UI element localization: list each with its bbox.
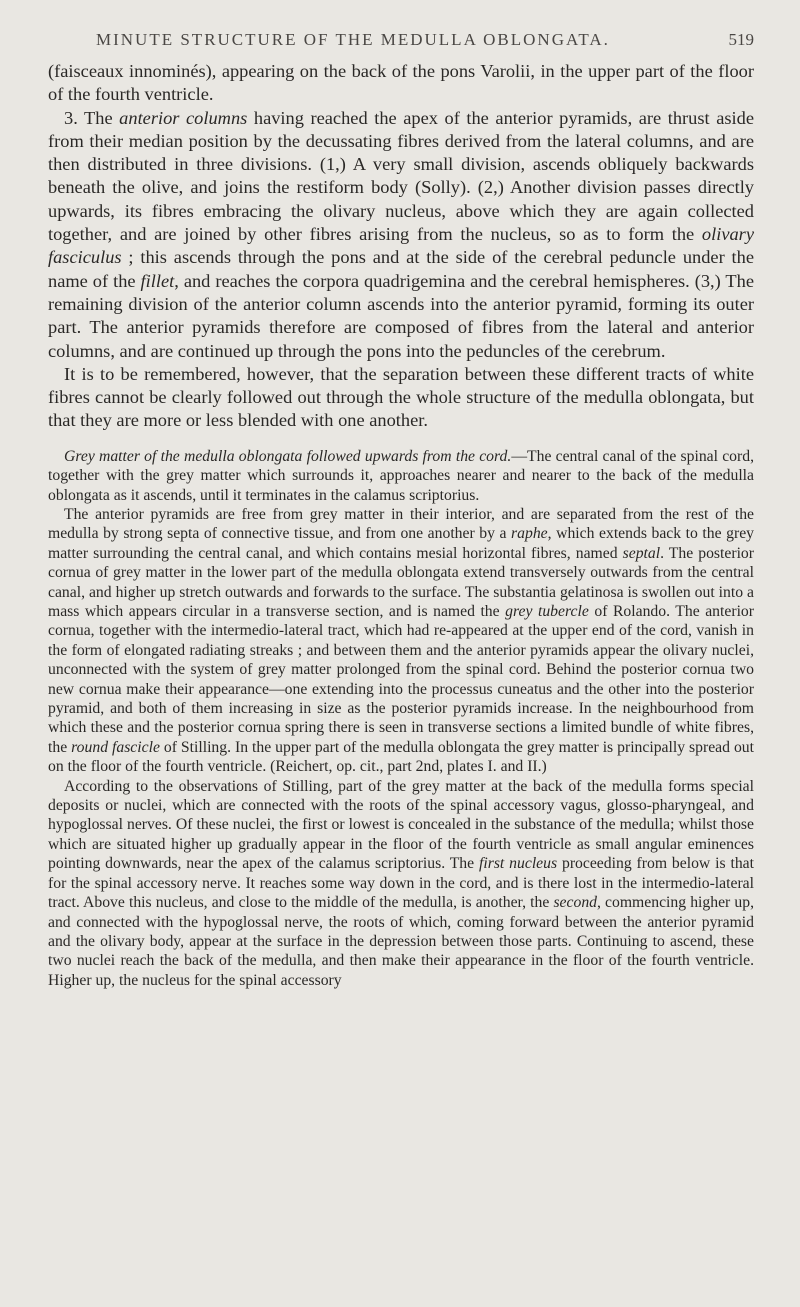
- small-type-section: [48, 447, 754, 990]
- term-anterior-columns: anterior columns: [119, 107, 248, 128]
- paragraph-anterior-columns: 3. The anterior columns having reached the apex of the anterior pyramids, are thrust aside from their median position by the decussating fibres derived from the lateral columns, and are then distributed in three divisions. (1,) A very small division, ascends obliquely backwards beneath the olive, and joins the restiform body (Solly). (2,) Another division passes directly upwards, its fibres embracing the olivary nucleus, above which they are again collected together, and are joined by other fibres arising from the nucleus, so as to form the olivary fasciculus ; this ascends through the pons and at the side of the cerebral peduncle under the name of the fillet, and reaches the corpora quadrigemina and the cerebral hemispheres. (3,) The remaining division of the anterior column ascends into the anterior pyramid, forming its outer part. The anterior pyramids therefore are composed of fibres from the lateral and anterior columns, and are continued up through the pons into the peduncles of the cerebrum.: [48, 107, 754, 361]
- term-first-nucleus: first nucleus: [479, 855, 558, 873]
- term-grey-tubercle: grey tubercle: [505, 603, 589, 620]
- paragraph-remembered: It is to be remembered, however, that the separation between these different tracts of white fibres cannot be clearly followed out through the whole structure of the medulla oblongata, but that they are more or less blended with one another.: [48, 363, 754, 431]
- term-round-fascicle: round fascicle: [71, 738, 160, 756]
- term-septal: septal: [622, 544, 661, 562]
- term-second: second: [553, 894, 598, 912]
- running-head-title: MINUTE STRUCTURE OF THE MEDULLA OBLONGATA.: [96, 30, 610, 49]
- section-heading-grey-matter: Grey matter of the medulla oblongata followed upwards from the cord.: [64, 447, 512, 465]
- paragraph-stilling: According to the observations of Stilling, part of the grey matter at the back of the medulla forms special deposits or nuclei, which are connected with the roots of the spinal accessory vagus, glosso-pharyngeal, and hypoglossal nerves. Of these nuclei, the first or lowest is concealed in the substance of the medulla; whilst those which are situated higher up gradually appear in the floor of the fourth ventricle as small angular eminences pointing downwards, near the apex of the calamus scriptorius. The first nucleus proceeding from below is that for the spinal accessory nerve. It reaches some way down in the cord, and is there lost in the intermedio-lateral tract. Above this nucleus, and close to the middle of the medulla, is another, the second, commencing higher up, and connected with the hypoglossal nerve, the roots of which, coming forward between the anterior pyramid and the olivary body, appear at the surface in the depression between those parts. Continuing to ascend, these two nuclei reach the back of the medulla, and then make their appearance in the floor of the fourth ventricle. Higher up, the nucleus for the spinal accessory: [48, 777, 754, 989]
- paragraph-anterior-pyramids: The anterior pyramids are free from grey matter in their interior, and are separated from the rest of the medulla by strong septa of connective tissue, and from one another by a raphe, which extends back to the grey matter surrounding the central canal, and which contains mesial horizontal fibres, named septal. The posterior cornua of grey matter in the lower part of the medulla oblongata extend transversely outwards from the central canal, and higher up stretch outwards and forwards to the surface. The substantia gelatinosa is swollen out into a mass which appears circular in a transverse section, and is named the grey tubercle of Rolando. The anterior cornua, together with the intermedio-lateral tract, which had re-appeared at the upper end of the cord, vanish in the form of elongated radiating streaks ; and between them and the anterior pyramids appear the olivary nuclei, unconnected with the system of grey matter prolonged from the spinal cord. Behind the posterior cornua two new cornua make their appearance—one extending into the processus cuneatus and the other into the posterior pyramid, and both of them increasing in size as the posterior pyramids increase. In the neighbourhood from which these and the posterior cornua spring there is seen in transverse sections a limited bundle of white fibres, the round fascicle of Stilling. In the upper part of the medulla oblongata the grey matter is principally spread out on the floor of the fourth ventricle. (Reichert, op. cit., part 2nd, plates I. and II.): [48, 505, 755, 776]
- page-number: 519: [728, 30, 754, 49]
- term-fillet: fillet: [140, 270, 175, 291]
- paragraph-continued: (faisceaux innominés), appearing on the back of the pons Varolii, in the upper part of the floor of the fourth ventricle.: [48, 61, 754, 105]
- term-olivary-fasciculus: olivary fasciculus: [48, 224, 754, 268]
- running-head: [48, 30, 754, 50]
- term-raphe: raphe: [511, 525, 548, 543]
- large-type-section: [48, 60, 754, 433]
- paragraph-grey-matter: Grey matter of the medulla oblongata followed upwards from the cord.—The central canal of the spinal cord, together with the grey matter which surrounds it, approaches nearer and nearer to the back of the medulla oblongata as it ascends, until it terminates in the calamus scriptorius.: [48, 447, 755, 504]
